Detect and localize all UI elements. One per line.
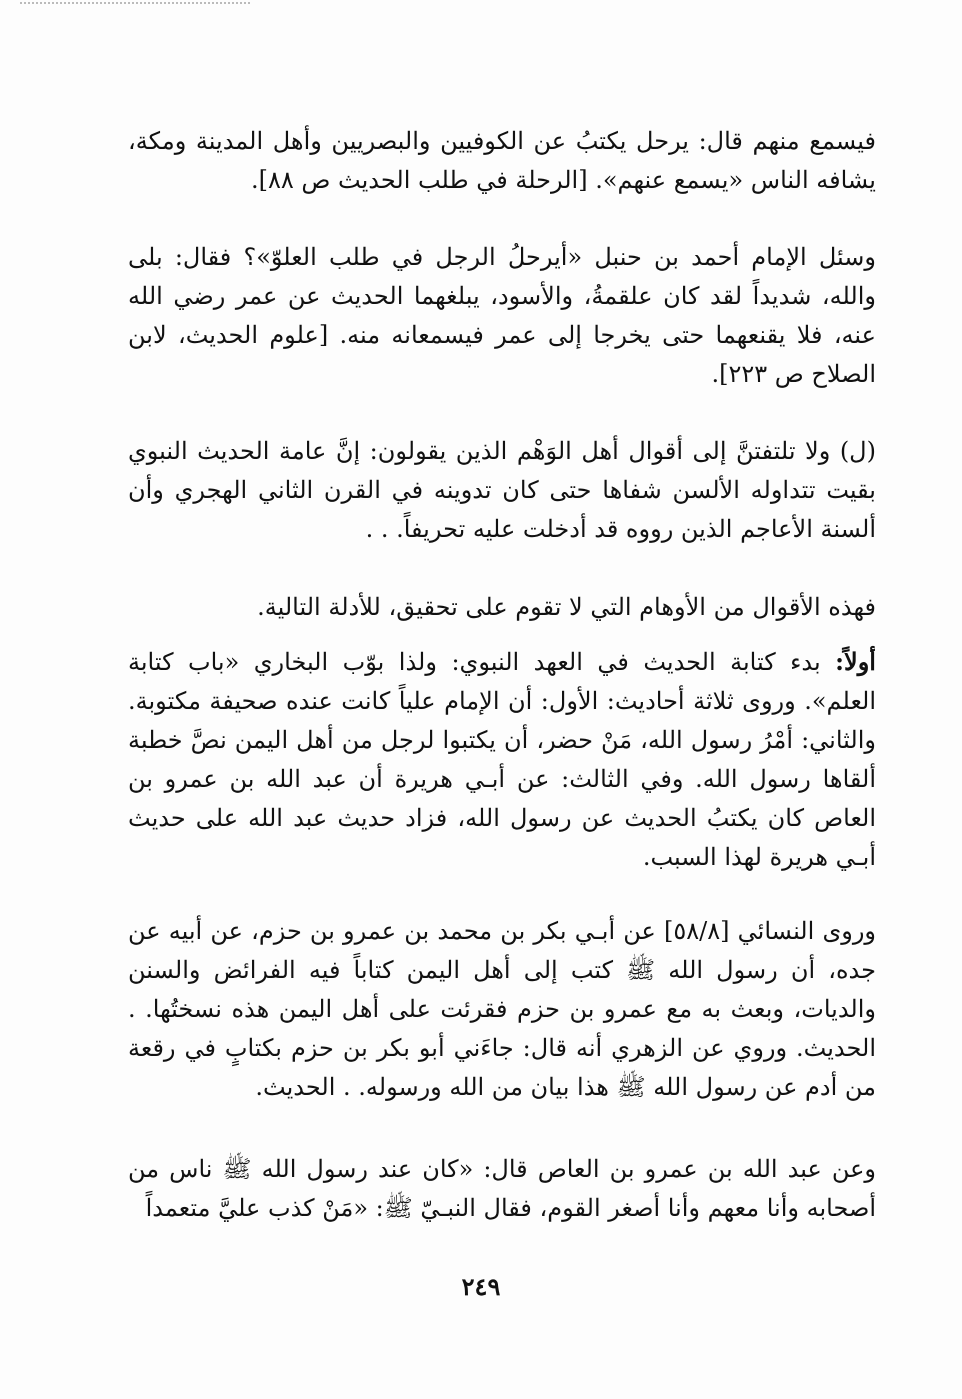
paragraph-5-body <box>128 642 876 877</box>
paragraph-1 <box>128 122 876 200</box>
paragraph-4 <box>128 588 876 627</box>
paragraph-4-text: فهذه الأقوال من الأوهام التي لا تقوم على تحقيق، للأدلة التالية. <box>257 593 876 621</box>
paragraph-7-text: وعن عبد الله بن عمرو بن العاص قال: «كان عند رسول الله ﷺ ناس من أصحابه وأنا معهم وأنا أصغر القوم، فقال النبـيّ ﷺ: «مَنْ كذب عليَّ متعمداً <box>128 1155 876 1222</box>
paragraph-6-text: وروى النسائي [٥٨/٨] عن أبـي بكر بن محمد بن عمرو بن حزم، عن أبيه عن جده، أن رسول الله ﷺ كتب إلى أهل اليمن كتاباً فيه الفرائض والسنن والديات، وبعث به مع عمرو بن حزم فقرئت على أهل اليمن هذه نسختُها. . الحديث. وروي عن الزهري أنه قال: جاءَني أبو بكر بن حزم بكتابٍ في رقعة من أدم عن رسول الله ﷺ هذا بيان من الله ورسوله. . الحديث. <box>128 917 877 1101</box>
page-number: ٢٤٩ <box>461 1272 501 1301</box>
paragraph-2 <box>128 238 876 394</box>
paragraph-2-text: وسئل الإمام أحمد بن حنبل «أيرحلُ الرجل في طلب العلوّ»؟ فقال: بلى والله، شديداً لقد كان علقمةُ، والأسود، يبلغهما الحديث عن عمر رضي الله عنه، فلا يقنعهما حتى يخرجا إلى عمر فيسمعانه منه. [علوم الحديث، لابن الصلاح ص ٢٢٣]. <box>128 243 876 388</box>
paragraph-7 <box>128 1150 876 1228</box>
paragraph-5-text: بدء كتابة الحديث في العهد النبوي: ولذا بوّب البخاري «باب كتابة العلم». وروى ثلاثة أحاديث: الأول: أن الإمام علياً كانت عنده صحيفة مكتوبة. والثاني: أمْرُ رسول الله، مَنْ حضر، أن يكتبوا لرجل من أهل اليمن نصَّ خطبة ألقاها رسول الله. وفي الثالث: عن أبـي هريرة أن عبد الله بن عمرو بن العاص كان يكتبُ الحديث عن رسول الله، فزاد حديث عبد الله على حديث أبـي هريرة لهذا السبب. <box>128 648 876 871</box>
paragraph-1-text: فيسمع منهم قال: يرحل يكتبُ عن الكوفيين والبصريين وأهل المدينة ومكة، يشافه الناس «يسمع عنهم». [الرحلة في طلب الحديث ص ٨٨]. <box>128 127 876 194</box>
paragraph-6 <box>128 912 876 1107</box>
paragraph-5-lead: أولاً: <box>835 647 876 676</box>
paragraph-5 <box>128 642 876 877</box>
top-edge-dots <box>20 2 250 10</box>
paragraph-3-text: (ل) ولا تلتفتنَّ إلى أقوال أهل الوَهْم الذين يقولون: إنَّ عامة الحديث النبوي بقيت تتداوله الألسن شفاها حتى كان تدوينه في القرن الثاني الهجري وأن ألسنة الأعاجم الذين رووه قد أدخلت عليه تحريفاً. . . <box>128 437 876 543</box>
paragraph-3 <box>128 432 876 549</box>
